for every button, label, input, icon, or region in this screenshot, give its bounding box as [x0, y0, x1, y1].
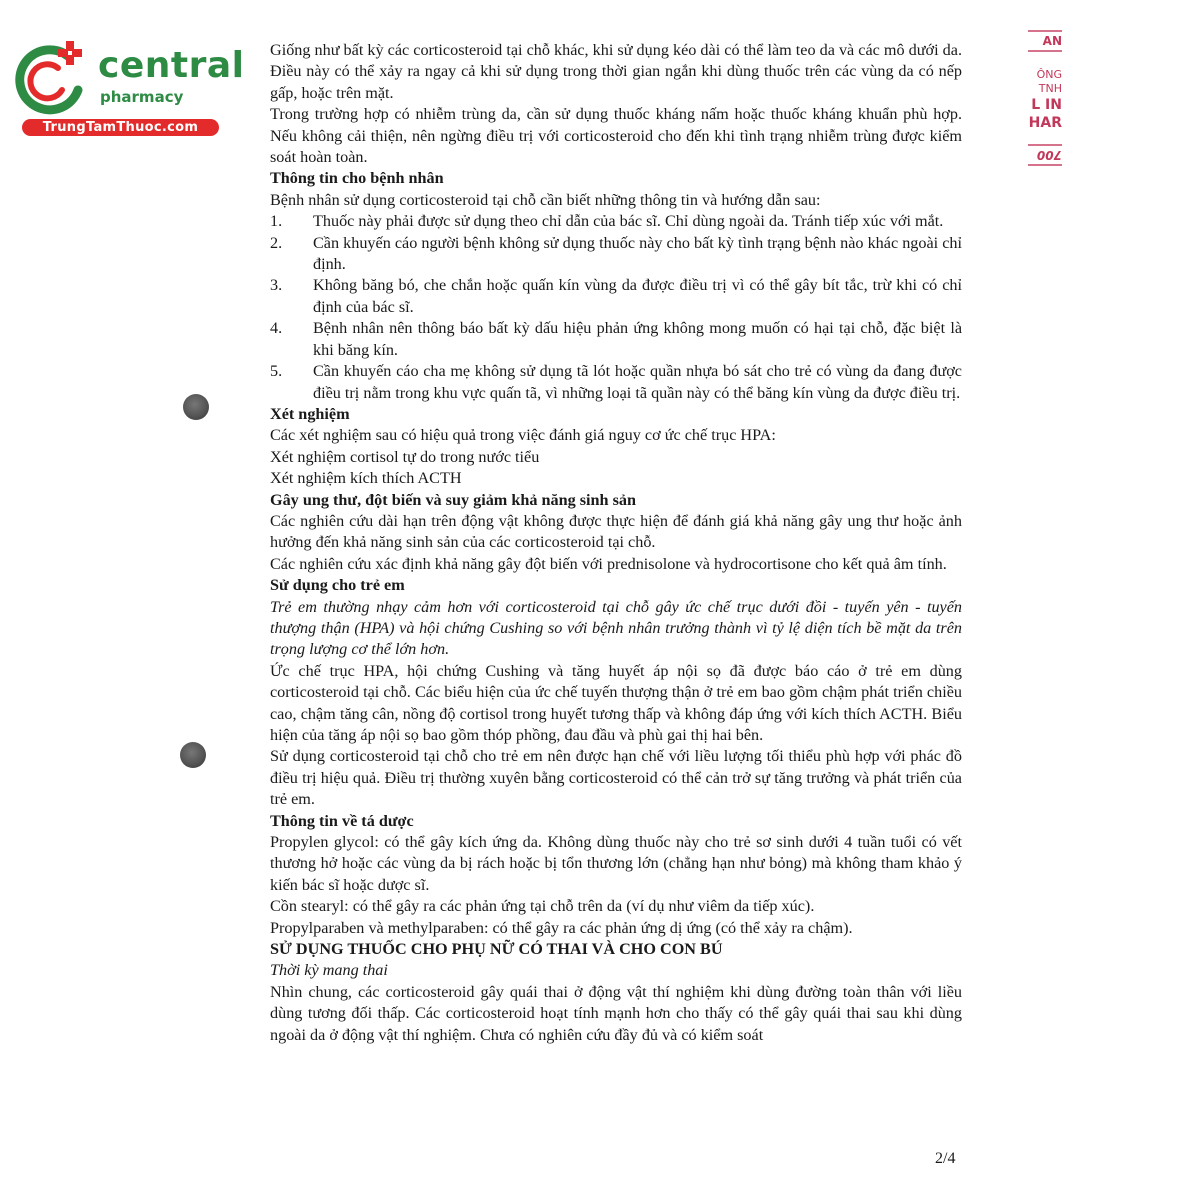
list-item — [270, 233, 962, 276]
list-number: 5. — [270, 362, 283, 381]
paragraph: Trong trường hợp có nhiễm trùng da, cần sử dụng thuốc kháng nấm hoặc thuốc kháng khuẩn phù hợp. Nếu không cải thiện, nên ngừng điều trị với corticosteroid cho đến khi tình trạng nhiễm trùng được kiểm soát hoàn toàn. — [270, 105, 962, 167]
stamp-text: AN — [1042, 34, 1062, 48]
subheading-pregnancy-period: Thời kỳ mang thai — [270, 961, 388, 980]
central-pharmacy-logo-icon — [10, 38, 100, 118]
list-number: 2. — [270, 233, 283, 252]
section-heading-tests: Xét nghiệm — [270, 404, 350, 423]
paragraph: Cồn stearyl: có thể gây ra các phản ứng tại chỗ trên da (ví dụ như viêm da tiếp xúc). — [270, 897, 815, 916]
punch-hole — [183, 394, 209, 420]
section-heading-patient-info: Thông tin cho bệnh nhân — [270, 169, 444, 188]
stamp-line — [1028, 164, 1062, 166]
section-heading-pregnancy: SỬ DỤNG THUỐC CHO PHỤ NỮ CÓ THAI VÀ CHO CON BÚ — [270, 940, 723, 959]
list-text: Thuốc này phải được sử dụng theo chỉ dẫn của bác sĩ. Chỉ dùng ngoài da. Tránh tiếp xúc với mắt. — [313, 212, 944, 231]
list-number: 3. — [270, 276, 283, 295]
stamp-text: HAR — [1028, 115, 1062, 131]
paragraph: Ức chế trục HPA, hội chứng Cushing và tăng huyết áp nội sọ đã được báo cáo ở trẻ em dùng corticosteroid tại chỗ. Các biểu hiện của ức chế tuyến thượng thận ở trẻ em bao gồm chậm phát triển chiều cao, chậm tăng cân, nồng độ cortisol trong huyết tương thấp và không đáp ứng với kích thích ACTH. Biểu hiện của tăng áp nội sọ bao gồm thóp phồng, đau đầu và phù gai thị hai bên. — [270, 661, 962, 744]
paragraph: Giống như bất kỳ các corticosteroid tại chỗ khác, khi sử dụng kéo dài có thể làm teo da và các mô dưới da. Điều này có thể xảy ra ngay cả khi sử dụng trong thời gian ngắn khi dùng thuốc trên các vùng da có nếp gấp, hoặc trên mặt. — [270, 41, 962, 102]
list-text: Không băng bó, che chắn hoặc quấn kín vùng da được điều trị vì có thể gây bít tắc, trừ khi có chỉ định của bác sĩ. — [313, 276, 962, 316]
paragraph: Các nghiên cứu xác định khả năng gây đột biến với prednisolone và hydrocortisone cho kết quả âm tính. — [270, 554, 947, 573]
central-pharmacy-logo — [10, 38, 245, 138]
paragraph: Xét nghiệm cortisol tự do trong nước tiểu — [270, 447, 540, 466]
brand-name: central — [98, 45, 245, 86]
section-heading-pediatric: Sử dụng cho trẻ em — [270, 576, 405, 595]
section-heading-carcinogenesis: Gây ung thư, đột biến và suy giảm khả năng sinh sản — [270, 490, 636, 509]
page-number: 2/4 — [935, 1150, 956, 1167]
stamp-text: ÔNG — [1036, 68, 1062, 81]
paragraph: Bệnh nhân sử dụng corticosteroid tại chỗ cần biết những thông tin và hướng dẫn sau: — [270, 190, 821, 209]
stamp-text: L IN — [1031, 97, 1062, 113]
red-stamp-fragment — [1028, 28, 1062, 168]
stamp-line — [1028, 50, 1062, 52]
brand-subtitle: pharmacy — [100, 88, 184, 106]
section-heading-excipients: Thông tin về tá dược — [270, 811, 414, 830]
paragraph: Các nghiên cứu dài hạn trên động vật không được thực hiện để đánh giá khả năng gây ung thư hoặc ảnh hưởng đến khả năng sinh sản của các corticosteroid tại chỗ. — [270, 511, 962, 552]
document-body — [270, 40, 962, 1046]
paragraph: Nhìn chung, các corticosteroid gây quái thai ở động vật thí nghiệm khi dùng đường toàn thân với liều dùng tương đối thấp. Các corticosteroid hoạt tính mạnh hơn cho thấy có thể gây quái thai sau khi dùng ngoài da ở động vật thí nghiệm. Chưa có nghiên cứu đầy đủ và có kiểm soát — [270, 982, 962, 1044]
paragraph: Xét nghiệm kích thích ACTH — [270, 469, 462, 488]
list-item — [270, 211, 962, 232]
list-number: 1. — [270, 212, 283, 231]
paragraph: Propylen glycol: có thể gây kích ứng da. Không dùng thuốc này cho trẻ sơ sinh dưới 4 tuần tuổi có vết thương hở hoặc các vùng da bị rách hoặc bị tổn thương lớn (chẳng hạn như bỏng) mà không tham khảo ý kiến bác sĩ hoặc dược sĩ. — [270, 833, 962, 894]
list-text: Cần khuyến cáo người bệnh không sử dụng thuốc này cho bất kỳ tình trạng bệnh nào khác ngoài chỉ định. — [313, 233, 962, 274]
list-item — [270, 318, 962, 361]
stamp-text: TNH — [1038, 82, 1062, 95]
site-url-badge: TrungTamThuoc.com — [22, 119, 219, 136]
stamp-text: 700 — [1036, 148, 1062, 162]
paragraph-italic: Trẻ em thường nhạy cảm hơn với corticosteroid tại chỗ gây ức chế trục dưới đồi - tuyến yên - tuyến thượng thận (HPA) và hội chứng Cushing so với bệnh nhân trưởng thành vì tỷ lệ diện tích bề mặt da trên trọng lượng cơ thể lớn hơn. — [270, 597, 962, 659]
list-text: Bệnh nhân nên thông báo bất kỳ dấu hiệu phản ứng không mong muốn có hại tại chỗ, đặc biệt là khi băng kín. — [313, 319, 962, 359]
stamp-line — [1028, 144, 1062, 146]
stamp-line — [1028, 30, 1062, 32]
list-text: Cần khuyến cáo cha mẹ không sử dụng tã lót hoặc quần nhựa bó sát cho trẻ có vùng da đang được điều trị nằm trong khu vực quấn tã, vì những loại tã quần này có thể băng kín vùng da được điều trị. — [313, 362, 962, 402]
punch-hole — [180, 742, 206, 768]
paragraph: Propylparaben và methylparaben: có thể gây ra các phản ứng dị ứng (có thể xảy ra chậm). — [270, 918, 853, 937]
list-item — [270, 275, 962, 318]
list-item — [270, 361, 962, 404]
patient-info-list — [270, 211, 962, 404]
list-number: 4. — [270, 319, 283, 338]
paragraph: Các xét nghiệm sau có hiệu quả trong việc đánh giá nguy cơ ức chế trục HPA: — [270, 426, 776, 445]
paragraph: Sử dụng corticosteroid tại chỗ cho trẻ em nên được hạn chế với liều lượng tối thiểu phù hợp với phác đồ điều trị hiệu quả. Điều trị thường xuyên bằng corticosteroid có thể cản trở sự tăng trưởng và phát triển của trẻ em. — [270, 747, 962, 809]
